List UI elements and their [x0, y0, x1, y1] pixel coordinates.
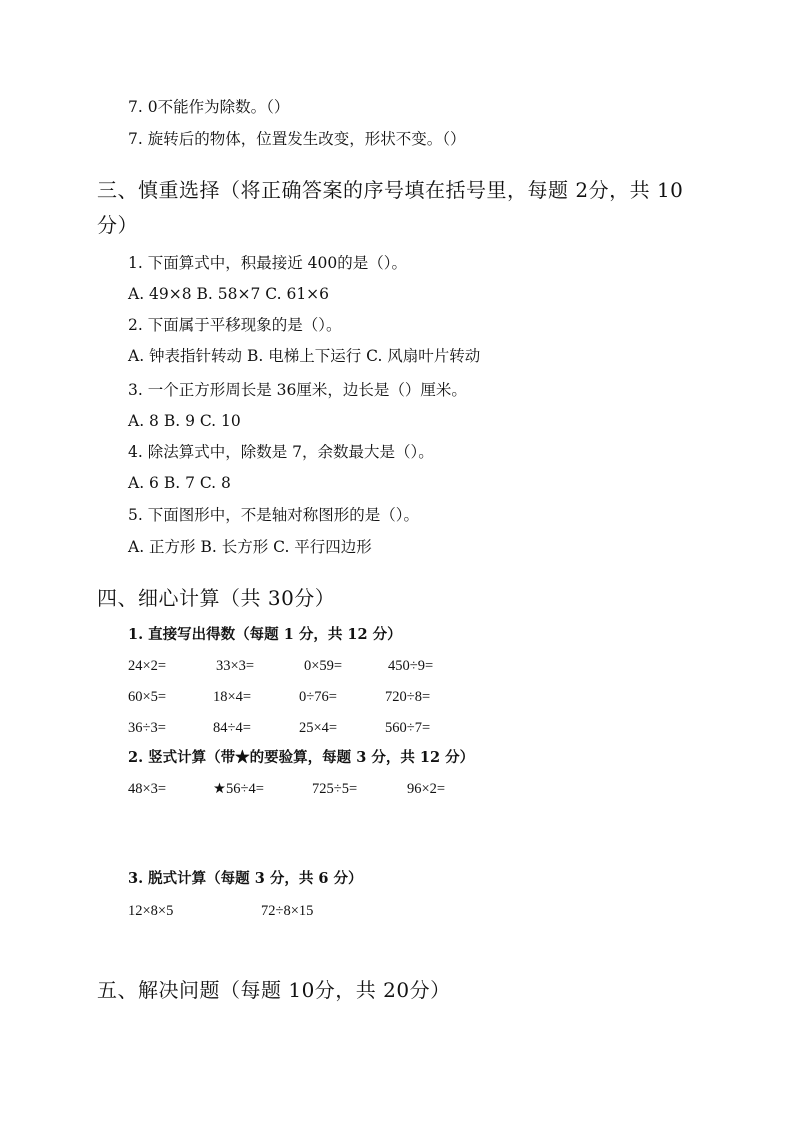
choice-question-1: 1. 下面算式中，积最接近 400的是（）。 [128, 254, 407, 272]
calc-item: 560÷7= [385, 720, 431, 736]
calc-item: 18×4= [213, 689, 252, 705]
calc-item: 450÷9= [388, 658, 434, 674]
calc-item: 720÷8= [385, 689, 431, 705]
calc-item: 24×2= [128, 658, 167, 674]
choice-question-5: 5. 下面图形中，不是轴对称图形的是（）。 [128, 506, 419, 524]
calc-item: 25×4= [299, 720, 338, 736]
vertical-calc-item: 725÷5= [312, 781, 358, 797]
vertical-calc-item: 48×3= [128, 781, 167, 797]
choice-options-3: A. 8 B. 9 C. 10 [128, 412, 241, 430]
calc-part3-title: 3. 脱式计算（每题 3 分，共 6 分） [128, 870, 363, 887]
calc-part1-title: 1. 直接写出得数（每题 1 分，共 12 分） [128, 626, 402, 643]
choice-question-4: 4. 除法算式中，除数是 7，余数最大是（）。 [128, 443, 434, 461]
calc-item: 0÷76= [299, 689, 337, 705]
choice-question-2: 2. 下面属于平移现象的是（）。 [128, 316, 342, 334]
section-5-title: 五、解决问题（每题 10分，共 20分） [97, 978, 451, 1002]
choice-options-2: A. 钟表指针转动 B. 电梯上下运行 C. 风扇叶片转动 [128, 347, 481, 365]
stepwise-calc-item: 72÷8×15 [261, 903, 314, 919]
calc-item: 60×5= [128, 689, 167, 705]
choice-options-1: A. 49×8 B. 58×7 C. 61×6 [128, 285, 330, 303]
calc-item: 0×59= [304, 658, 343, 674]
section-3-title-line1: 三、慎重选择（将正确答案的序号填在括号里，每题 2分，共 10 [97, 178, 684, 202]
calc-item: 33×3= [216, 658, 255, 674]
choice-options-4: A. 6 B. 7 C. 8 [128, 474, 231, 492]
calc-item: 84÷4= [213, 720, 251, 736]
choice-options-5: A. 正方形 B. 长方形 C. 平行四边形 [128, 538, 372, 556]
choice-question-3: 3. 一个正方形周长是 36厘米，边长是（）厘米。 [128, 381, 467, 399]
section-4-title: 四、细心计算（共 30分） [97, 586, 336, 610]
section-3-title-line2: 分） [97, 213, 138, 237]
judgement-item-7b: 7. 旋转后的物体，位置发生改变，形状不变。（） [128, 130, 466, 148]
judgement-item-7a: 7. 0不能作为除数。（） [128, 98, 290, 116]
vertical-calc-item: ★56÷4= [213, 781, 264, 797]
vertical-calc-item: 96×2= [407, 781, 446, 797]
stepwise-calc-item: 12×8×5 [128, 903, 174, 919]
calc-item: 36÷3= [128, 720, 166, 736]
calc-part2-title: 2. 竖式计算（带★的要验算，每题 3 分，共 12 分） [128, 749, 475, 766]
